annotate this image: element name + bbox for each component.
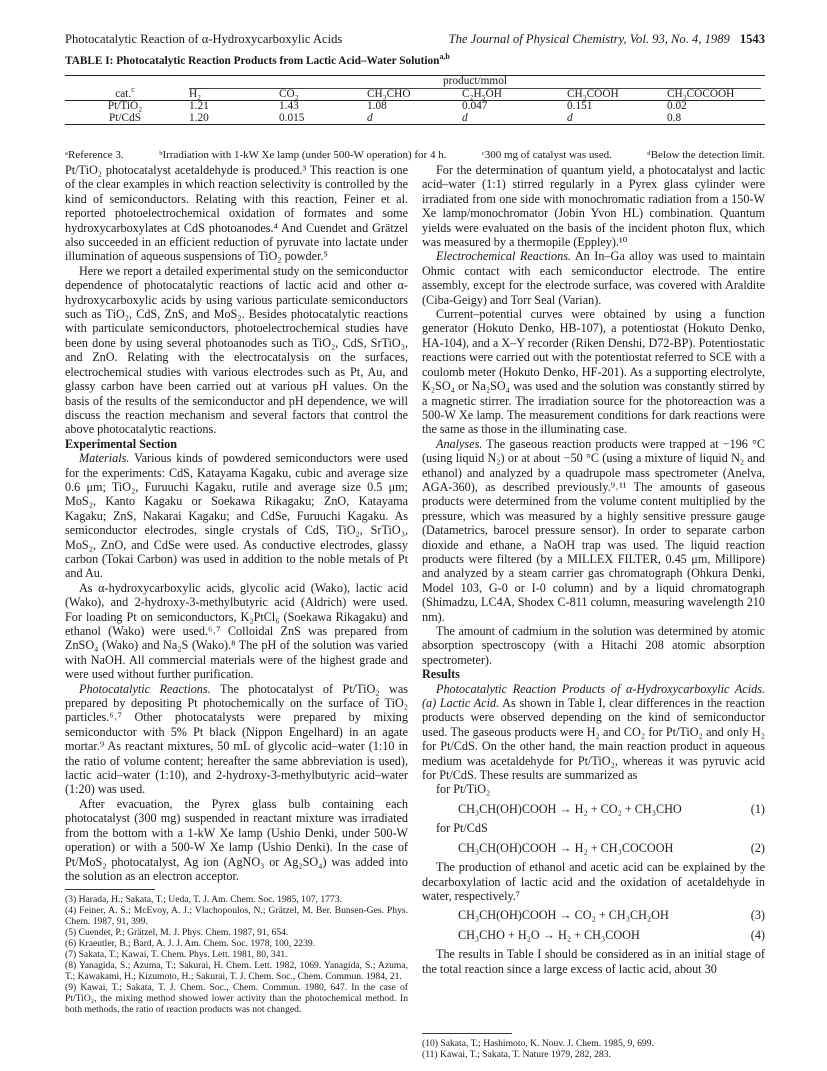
equation: CH₃CH(OH)COOH → CO₂ + CH₃CH₂OH (3) (458, 908, 765, 923)
table-col-header: CO₂ (275, 89, 363, 101)
table-col-header: CH₃COCOOH (663, 89, 765, 101)
equation-label: for Pt/CdS (436, 821, 488, 836)
paragraph: Photocatalytic Reaction Products of α-Hydroxycarboxylic Acids. (a) Lactic Acid. As shown in Table I, clear differences in the reaction products were observed depending on the kind of semiconductor used. The gaseous products were H₂ and CO₂ for Pt/TiO₂ and only H₂ for Pt/CdS. On the other hand, the main reaction product in aqueous medium was acetaldehyde for Pt/TiO₂, whereas it was pyruvic acid for Pt/CdS. These results are summarized as (422, 681, 765, 783)
table-cell: 0.015 (275, 113, 363, 125)
equation-number: (3) (750, 908, 765, 923)
table-cell-cat: Pt/TiO₂ (107, 100, 143, 112)
paragraph: Electrochemical Reactions. An In–Ga alloy was used to maintain Ohmic contact with each semiconductor electrode. The entire assembly, except for the electrode surface, was covered with Araldite (Ciba-Geigy) and Torr Seal (Varian). (422, 249, 766, 307)
equation-label: for Pt/TiO₂ (436, 782, 491, 797)
table-cell-cat: Pt/CdS (65, 113, 185, 125)
table-title: TABLE I: Photocatalytic Reaction Products from Lactic Acid–Water Solution$^{a,b}$ (65, 52, 450, 67)
running-head (65, 32, 765, 48)
paragraph: Pt/TiO₂ photocatalyst acetaldehyde is produced.³ This reaction is one of the clear examples in which reaction selectivity is controlled by the kind of semiconductors. Relating with this reaction, Feiner et al. reported photoelectrochemical oxidation of formates and some hydroxycarboxylates at CdS photoanodes.⁴ And Cuendet and Grätzel also succeeded in an efficient reduction of pyruvate into lactate under illumination of aqueous suspensions of TiO₂ powder.⁵ (65, 163, 408, 264)
equation: CH₃CH(OH)COOH → H₂ + CO₂ + CH₃CHO (1) (458, 801, 765, 816)
right-column (422, 163, 765, 976)
reference: (9) Kawai, T.; Sakata, T. J. Chem. Soc., Chem. Commun. 1980, 647. In the case of Pt/TiO₂, the mixing method showed lower activity than the photochemical method. In both methods, the ratio of reaction products was not changed. (65, 982, 408, 1016)
equation-number: (2) (750, 840, 765, 855)
paragraph: After evacuation, the Pyrex glass bulb containing each photocatalyst (300 mg) suspended in reactant mixture was irradiated from the bottom with a 1-kW Xe lamp (Ushio Denki, under 500-W operation) or with a 500-W Xe lamp (Ushio Denki). In the case of Pt/MoS₂ photocatalyst, Ag ion (AgNO₃ or Ag₂SO₄) was added into the solution as an electron acceptor. (65, 796, 408, 883)
run-in-heading: Photocatalytic Reactions. (79, 681, 211, 696)
run-in-heading: Electrochemical Reactions. (436, 249, 572, 264)
table-cell: d (458, 113, 563, 125)
table-cell: 0.02 (667, 100, 687, 112)
references-left (65, 889, 408, 1015)
paragraph: The production of ethanol and acetic acid can be explained by the decarboxylation of lactic acid and the oxidation of acetaldehyde in water, respectively.⁷ (422, 860, 765, 903)
paragraph: For the determination of quantum yield, a photocatalyst and lactic acid–water (1:1) stirred regularly in a Pyrex glass cylinder were irradiated from one side with monochromatic radiation from a 150-W Xe lamp/monochromator (Jobin Yvon HL) combination. Quantum yields were evaluated on the basis of the incident photon flux, which was measured by a thermopile (Eppley).¹⁰ (422, 163, 765, 250)
table-footnote: ᵈBelow the detection limit. (647, 149, 765, 161)
table-col-header: CH₃COOH (563, 89, 663, 101)
reference: (10) Sakata, T.; Hashimoto, K. Nouv. J. Chem. 1985, 9, 699. (422, 1038, 654, 1049)
equation-number: (1) (750, 801, 765, 816)
section-heading: Results (422, 667, 460, 682)
table-col-header: CH₃CHO (363, 89, 458, 101)
results-table (65, 75, 765, 125)
page-number: 1543 (739, 32, 765, 46)
paragraph: Materials. Various kinds of powdered semiconductors were used for the experiments: CdS, Katayama Kagaku, cubic and average size 0.6 μm; TiO₂, Furuuchi Kagaku, rutile and average size 0.5 μm; MoS₂, Kanto Kagaku or Soekawa Rikagaku; ZnO, Katayama Kagaku; ZnS, Nakarai Kagaku; and CdSe, Furuuchi Kagaku. As semiconductor electrodes, single crystals of CdS, TiO₂, SrTiO₃, MoS₂, ZnO, and CdSe were used. As conductive electrodes, glassy carbon (Tokai Carbon) was used in addition to the noble metals of Pt and Au. (65, 451, 408, 581)
table-cell: 0.151 (567, 100, 593, 112)
table-footnotes (65, 149, 765, 162)
table-row (65, 113, 765, 125)
paragraph: Photocatalytic Reactions. The photocatalyst of Pt/TiO₂ was prepared by depositing Pt photochemically on the surface of TiO₂ particles.⁶˒⁷ Other photocatalysts were prepared by mixing semiconductor with 5% Pt black (Nippon Engelhard) in an agate mortar.⁹ As reactant mixtures, 50 mL of glycolic acid–water (1:10 in the ratio of volume content; hereafter the same abbreviation is used), lactic acid–water (1:10), and 2-hydroxy-3-methylbutyric acid–water (1:20) was used. (65, 681, 408, 797)
reference: (6) Kraeutler, B.; Bard, A. J. J. Am. Chem. Soc. 1978, 100, 2239. (65, 938, 316, 950)
table-title-notes: a,b (439, 52, 450, 62)
run-in-heading: Materials. (79, 451, 130, 466)
running-head-title: Photocatalytic Reaction of α-Hydroxycarboxylic Acids (65, 32, 343, 46)
table-footnote: ᶜ300 mg of catalyst was used. (481, 149, 612, 161)
reference: (7) Sakata, T.; Kawai, T. Chem. Phys. Lett. 1981, 80, 341. (65, 949, 288, 961)
run-in-heading: Photocatalytic Reaction Products of α-Hydroxycarboxylic Acids. (a) Lactic Acid. (422, 681, 765, 711)
table-cell: 1.20 (185, 113, 275, 125)
table-cell: 0.8 (663, 113, 765, 125)
run-in-heading: Analyses. (436, 436, 483, 451)
equation: CH₃CHO + H₂O → H₂ + CH₃COOH (4) (458, 927, 765, 942)
paragraph: Analyses. The gaseous reaction products were trapped at −196 °C (using liquid N₂) or at about −50 °C (using a mixture of liquid N₂ and ethanol) and analyzed by a quadrupole mass spectrometer (Anelva, AGA-360), as described previously.⁹˒¹¹ The amounts of gaseous products were determined from the volume content multiplied by the pressure, which was measured by a highly sensitive pressure gauge (Datametrics, barocel pressure sensor). In order to separate carbon dioxide and ethane, a NaOH trap was used. The liquid reaction products were filtered (by a MILLEX FILTER, 0.45 μm, Millipore) and analyzed by a steam carrier gas chromatograph (Ohkura Denki, Model 103, G-0 or I-0 column) and by a liquid chromatograph (Shimadzu, LC4A, Shodex C-811 column, measuring wavelength 210 nm). (422, 436, 765, 624)
table-row (65, 101, 765, 113)
table-group-header: product/mmol (185, 76, 765, 89)
paragraph: As α-hydroxycarboxylic acids, glycolic acid (Wako), lactic acid (Wako), and 2-hydroxy-3-methylbutyric acid (Aldrich) were used. For loading Pt on semiconductors, K₂PtCl₆ (Soekawa Rikagaku) and ethanol (Wako) were used.⁶˒⁷ Colloidal ZnS was prepared from ZnSO₄ (Wako) and Na₂S (Wako).⁸ The pH of the solution was varied with NaOH. All commercial materials were of the highest grade and were used without further purification. (65, 580, 408, 682)
table-cell: 1.21 (189, 100, 209, 112)
reference: (3) Harada, H.; Sakata, T.; Ueda, T. J. Am. Chem. Soc. 1985, 107, 1773. (65, 894, 342, 906)
table-col-header: H₂ (185, 89, 275, 101)
reference: (5) Cuendet, P.; Grätzel, M. J. Phys. Chem. 1987, 91, 654. (65, 927, 289, 939)
table-cell: 1.08 (367, 100, 387, 112)
equation-number: (4) (750, 927, 765, 942)
references-right (422, 1033, 765, 1060)
table-cat-header: cat.$^c$ (65, 89, 185, 101)
table-cell: 0.047 (462, 100, 488, 112)
reference: (8) Yanagida, S.; Azuma, T.; Sakurai, H. Chem. Lett. 1982, 1069. Yanagida, S.; Azuma, T.; Kawakami, H.; Kizumoto, H.; Sakurai, T. J. Chem. Soc., Chem. Commun. 1984, 21. (65, 960, 408, 983)
paragraph: Here we report a detailed experimental study on the semiconductor dependence of photocatalytic reactions of lactic acid and other α-hydroxycarboxylic acids by using various particulate semiconductors such as TiO₂, CdS, ZnS, and MoS₂. Besides photocatalytic reactions with particulate semiconductors, photoelectrochemical studies have been done by using several photoanodes such as TiO₂, CdS, SrTiO₃, and ZnO. Relating with the electrocatalysis on the surfaces, electrochemical studies with various electrodes such as Pt, Au, and glassy carbon have been carried out at various pH values. On the basis of the results of the semiconductor and pH dependence, we will discuss the reaction mechanism and several factors that control the above photocatalytic reactions. (65, 263, 408, 437)
table-footnote: ᵇIrradiation with 1-kW Xe lamp (under 500-W operation) for 4 h. (159, 149, 447, 161)
table-cell: 1.43 (279, 100, 299, 112)
paragraph: Current–potential curves were obtained by using a function generator (Hokuto Denko, HB-107), a potentiostat (Hokuto Denko, HA-104), and a X–Y recorder (Riken Denshi, D72-BP). Potentiostatic reactions were carried out with the potentiostat referred to SCE with a coulomb meter (Hokuto Denko, HF-201). As a supporting electrolyte, K₂SO₄ or Na₂SO₄ was used and the solution was constantly stirred by a magnetic stirrer. The irradiation source for the photoreaction was a 500-W Xe lamp. The measurement conditions for dark reactions were the same as those in the illuminating case. (422, 307, 765, 437)
paragraph: The amount of cadmium in the solution was determined by atomic absorption spectroscopy (with a Hitachi 208 atomic absorption spectrometer). (422, 624, 765, 667)
table-footnote: ᵃReference 3. (65, 149, 124, 161)
table-cell: d (563, 113, 663, 125)
section-heading: Experimental Section (65, 436, 178, 451)
reference: (4) Feiner, A. S.; McEvoy, A. J.; Vlachopoulos, N.; Grätzel, M. Ber. Bunsen-Ges. Phys. Chem. 1987, 91, 399. (65, 905, 408, 928)
reference: (11) Kawai, T.; Sakata, T. Nature 1979, 282, 283. (422, 1049, 611, 1060)
table-col-header: C₂H₅OH (458, 89, 563, 101)
paragraph: The results in Table I should be considered as in an initial stage of the total reaction since a large excess of lactic acid, about 30 (422, 947, 765, 976)
running-head-journal: The Journal of Physical Chemistry, Vol. 93, No. 4, 1989 1543 (448, 32, 765, 46)
table-header-row (65, 89, 765, 101)
table-cell: d (363, 113, 458, 125)
equation: CH₃CH(OH)COOH → H₂ + CH₃COCOOH (2) (458, 840, 765, 855)
left-column (65, 163, 408, 1015)
